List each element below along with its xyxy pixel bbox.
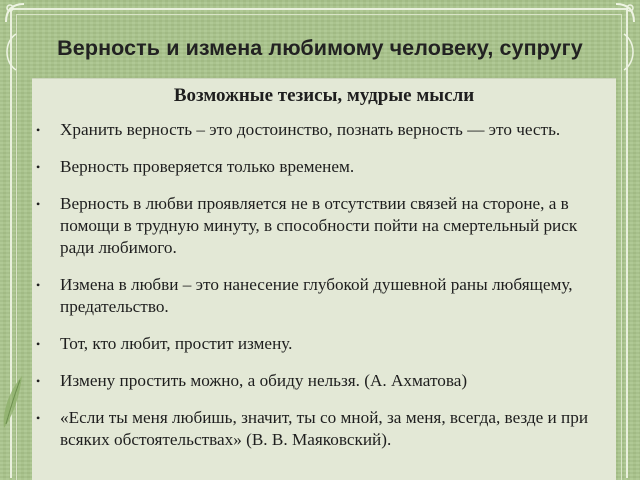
bullet-icon: • [36, 197, 41, 211]
list-item [32, 370, 616, 392]
corner-ornament-icon [612, 0, 638, 26]
bullet-icon: • [36, 337, 41, 351]
theses-list [32, 119, 616, 466]
list-item [32, 156, 616, 178]
list-item-text: Измена в любви – это нанесение глубокой душевной раны любящему, предательство. [60, 275, 573, 316]
bullet-icon: • [36, 374, 41, 388]
section-subtitle: Возможные тезисы, мудрые мысли [173, 85, 475, 106]
list-item-text: Хранить верность – это достоинство, познать верность — это честь. [60, 120, 561, 139]
bullet-icon: • [36, 278, 41, 292]
leaf-decoration-icon [0, 370, 26, 430]
list-item-text: Измену простить можно, а обиду нельзя. (А. Ахматова) [60, 371, 468, 390]
bullet-icon: • [36, 411, 41, 425]
list-item-text: Верность проверяется только временем. [60, 157, 355, 176]
content-panel [32, 78, 616, 480]
list-item-text: Тот, кто любит, простит измену. [60, 334, 293, 353]
bullet-icon: • [36, 123, 41, 137]
list-item [32, 274, 616, 318]
page-title: Верность и измена любимому человеку, супругу [57, 36, 583, 60]
bullet-icon: • [36, 160, 41, 174]
list-item [32, 193, 616, 259]
list-item [32, 119, 616, 141]
list-item-text: «Если ты меня любишь, значит, ты со мной, за меня, всегда, везде и при всяких обстоятельствах» (В. В. Маяковский). [60, 408, 589, 449]
list-item-text: Верность в любви проявляется не в отсутствии связей на стороне, а в помощи в трудную минуту, в способности пойти на смертельный риск ради любимого. [60, 194, 578, 257]
list-item [32, 333, 616, 355]
list-item [32, 407, 616, 451]
corner-ornament-icon [2, 0, 28, 26]
